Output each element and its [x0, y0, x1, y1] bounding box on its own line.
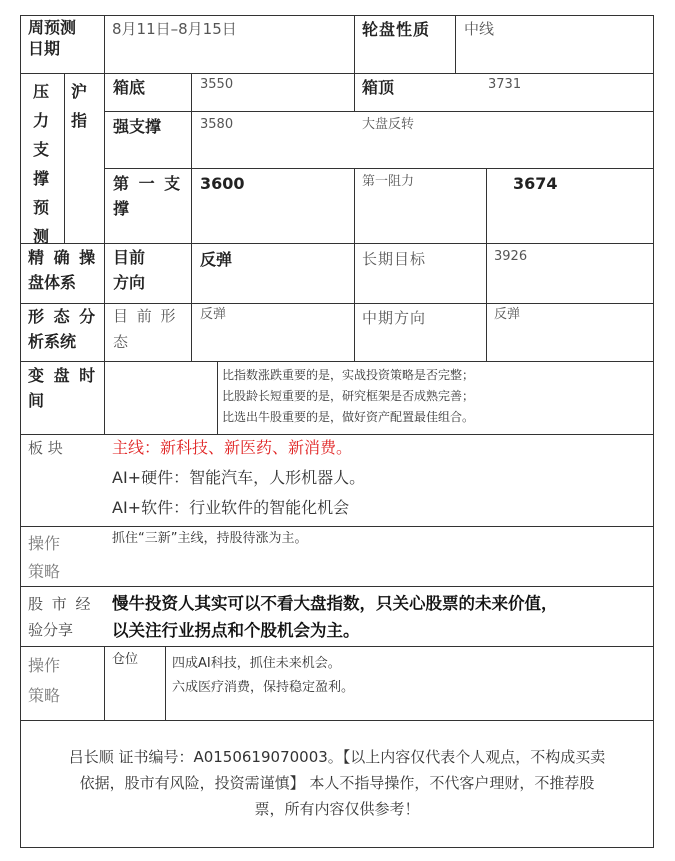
box-bottom-value: 3550 — [200, 77, 234, 92]
index-label: 沪指 — [71, 82, 88, 130]
strategy-label: 操作 策略 — [28, 534, 61, 581]
change-notes: 比指数涨跌重要的是，实战投资策略是否完整； 比股龄长短重要的是，研究框架是否成熟完善； 比选出牛股重要的是，做好资产配置最佳组合。 — [222, 368, 475, 424]
pattern-label: 形 态 分 析系统 — [28, 307, 98, 351]
position-label: 仓位 — [112, 652, 139, 667]
sector-hardware: AI+硬件：智能汽车，人形机器人。 — [112, 468, 366, 487]
position-strategy-label: 操作 策略 — [28, 656, 61, 705]
first-support-label: 第 一 支 撑 — [113, 174, 183, 218]
disclaimer: 吕长顺 证书编号：A0150619070003。【以上内容仅代表个人观点，不构成买卖 依据，股市有风险，投资需谨慎】 本人不指导操作，不代客户理财，不推荐股 票，所有内容仅供参考！ — [68, 748, 606, 818]
strategy-text: 抓住“三新”主线，持股待涨为主。 — [112, 531, 308, 546]
nature-value: 中线 — [464, 20, 495, 38]
box-top-value: 3731 — [488, 77, 522, 92]
sector-label: 板 块 — [28, 439, 63, 457]
box-bottom-label: 箱底 — [113, 78, 146, 97]
week-label: 周预测 日期 — [28, 18, 77, 58]
system-label: 精 确 操 盘体系 — [28, 248, 98, 292]
mid-direction-value: 反弹 — [494, 307, 521, 322]
mid-direction-label: 中期方向 — [362, 309, 427, 327]
long-target-value: 3926 — [494, 249, 528, 264]
box-top-label: 箱顶 — [362, 78, 395, 97]
first-resist-value: 3674 — [513, 174, 558, 193]
first-resist-label: 第一阻力 — [362, 174, 415, 189]
strong-support-label: 强支撑 — [113, 117, 162, 136]
long-target-label: 长期目标 — [362, 250, 427, 268]
experience-text: 慢牛投资人其实可以不看大盘指数，只关心股票的未来价值， 以关注行业拐点和个股机会为主。 — [112, 594, 558, 640]
first-support-value: 3600 — [200, 174, 245, 193]
pressure-label: 压力支撑预测 — [33, 82, 50, 246]
strong-support-value: 3580 — [200, 117, 234, 132]
sector-software: AI+软件：行业软件的智能化机会 — [112, 498, 350, 517]
current-pattern-label: 目 前 形 态 — [113, 307, 178, 351]
sector-main-line: 主线：新科技、新医药、新消费。 — [112, 438, 353, 457]
direction-value: 反弹 — [200, 250, 233, 269]
direction-label: 目前 方向 — [113, 248, 146, 292]
nature-label: 轮盘性质 — [362, 20, 431, 39]
current-pattern-value: 反弹 — [200, 307, 227, 322]
change-time-label: 变 盘 时 间 — [28, 366, 98, 410]
experience-label: 股 市 经 验分享 — [28, 595, 93, 639]
week-value: 8月11日–8月15日 — [112, 20, 237, 38]
position-lines: 四成AI科技，抓住未来机会。 六成医疗消费，保持稳定盈利。 — [172, 656, 355, 695]
reversal-label: 大盘反转 — [362, 117, 415, 132]
